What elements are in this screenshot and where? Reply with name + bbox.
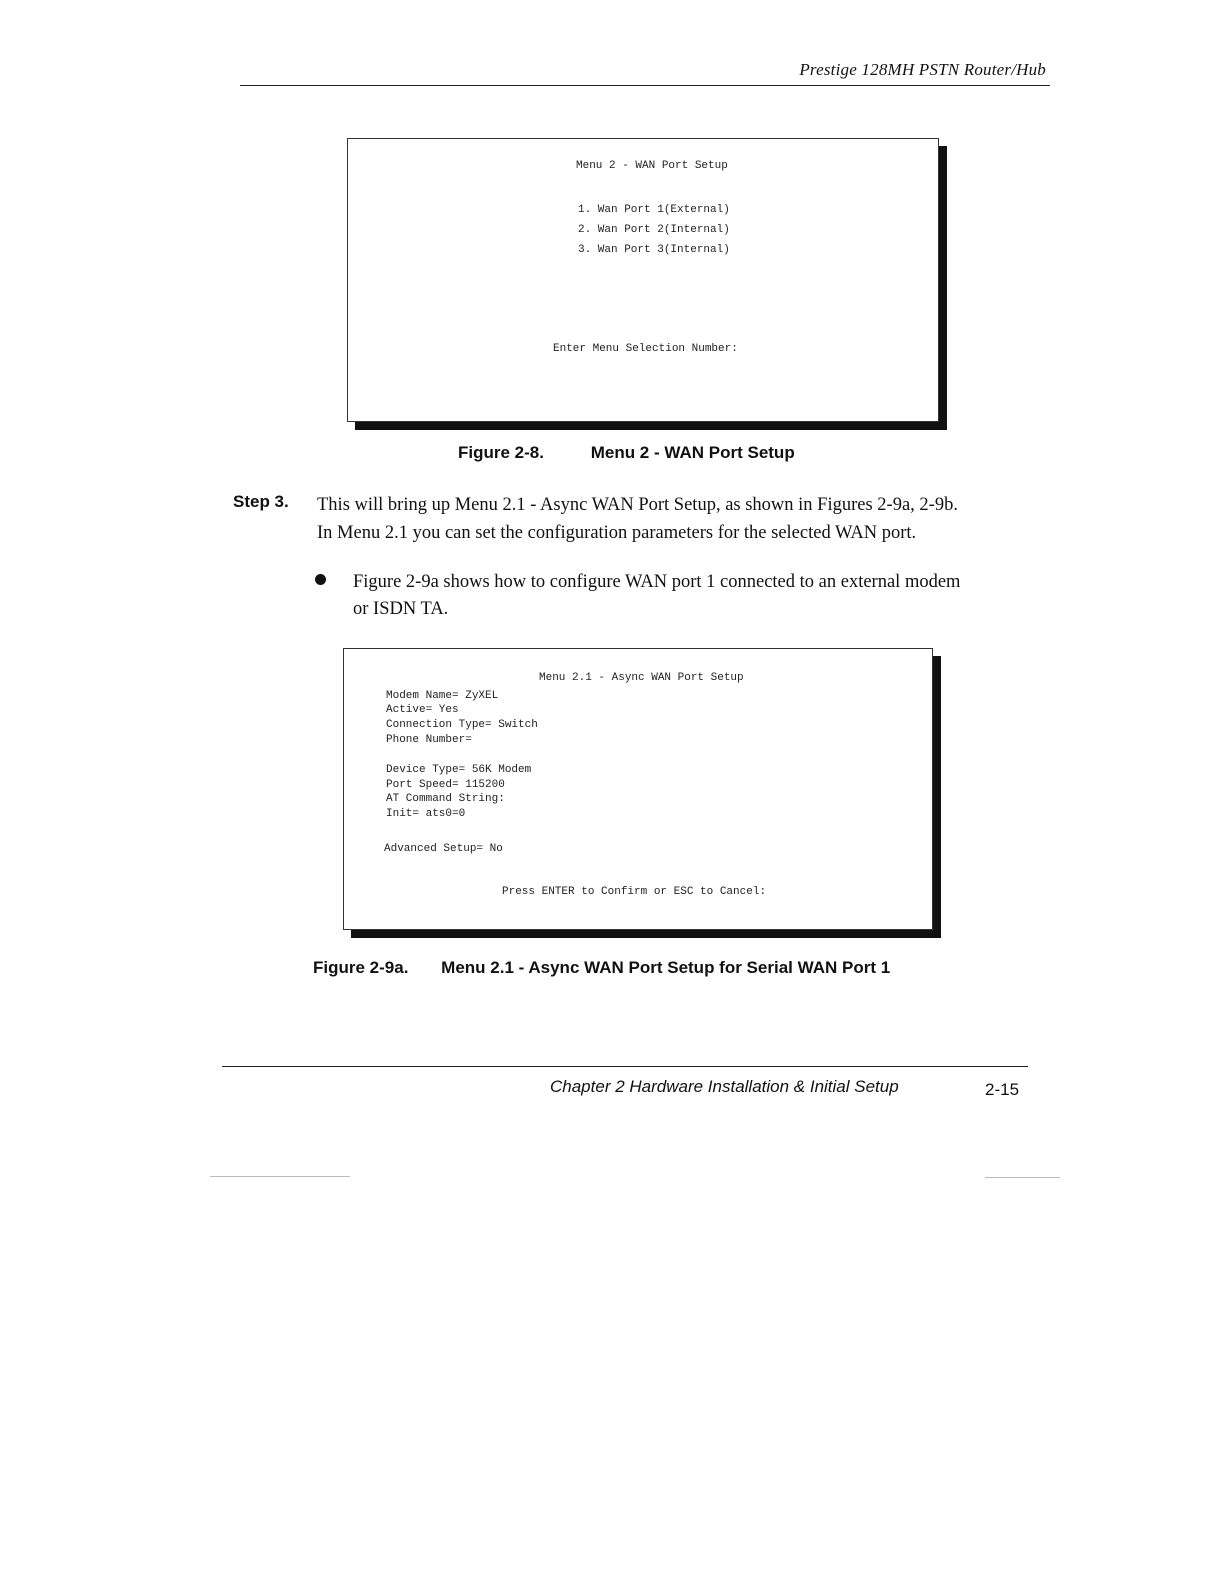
field-advanced-setup: Advanced Setup= No [384,843,503,855]
field-at-command: AT Command String: [386,793,505,805]
menu-2-screen [347,138,939,422]
bullet-line-1: Figure 2-9a shows how to configure WAN port 1 connected to an external modem [353,572,961,592]
field-port-speed: Port Speed= 115200 [386,779,505,791]
figure-2-8-caption [458,443,795,463]
figure-2-9a-title: Menu 2.1 - Async WAN Port Setup for Serial WAN Port 1 [441,958,891,977]
field-modem-name: Modem Name= ZyXEL [386,690,499,702]
step-3-line-1: This will bring up Menu 2.1 - Async WAN Port Setup, as shown in Figures 2-9a, 2-9b. [317,495,958,515]
field-device-type: Device Type= 56K Modem [386,764,532,776]
figure-2-9a-caption [313,958,890,978]
header-rule [240,85,1050,86]
figure-2-8-title: Menu 2 - WAN Port Setup [590,443,795,462]
menu-2-prompt: Enter Menu Selection Number: [553,343,738,355]
field-init: Init= ats0=0 [386,808,466,820]
field-active: Active= Yes [386,704,459,716]
footer-chapter: Chapter 2 Hardware Installation & Initial Setup [550,1077,899,1096]
figure-2-8-number: Figure 2-8. [458,443,544,462]
menu-2-1-screen [343,648,933,930]
menu-2-item-1: 1. Wan Port 1(External) [578,204,730,216]
bullet-point [315,574,326,585]
field-connection-type: Connection Type= Switch [386,719,538,731]
menu-2-item-3: 3. Wan Port 3(Internal) [578,244,730,256]
figure-2-9a-number: Figure 2-9a. [313,958,409,977]
menu-2-1-prompt: Press ENTER to Confirm or ESC to Cancel: [502,886,767,898]
menu-2-item-2: 2. Wan Port 2(Internal) [578,224,730,236]
footer-rule [222,1066,1028,1067]
menu-2-1-title: Menu 2.1 - Async WAN Port Setup [539,672,744,684]
running-header: Prestige 128MH PSTN Router/Hub [799,60,1046,79]
step-3-line-2: In Menu 2.1 you can set the configuration parameters for the selected WAN port. [317,523,917,543]
field-phone-number: Phone Number= [386,734,472,746]
scan-artifact [985,1177,1060,1178]
page-number: 2-15 [985,1080,1020,1099]
bullet-line-2: or ISDN TA. [353,599,449,619]
scan-artifact [210,1176,350,1177]
step-3-label: Step 3. [233,492,289,511]
menu-2-title: Menu 2 - WAN Port Setup [576,160,728,172]
